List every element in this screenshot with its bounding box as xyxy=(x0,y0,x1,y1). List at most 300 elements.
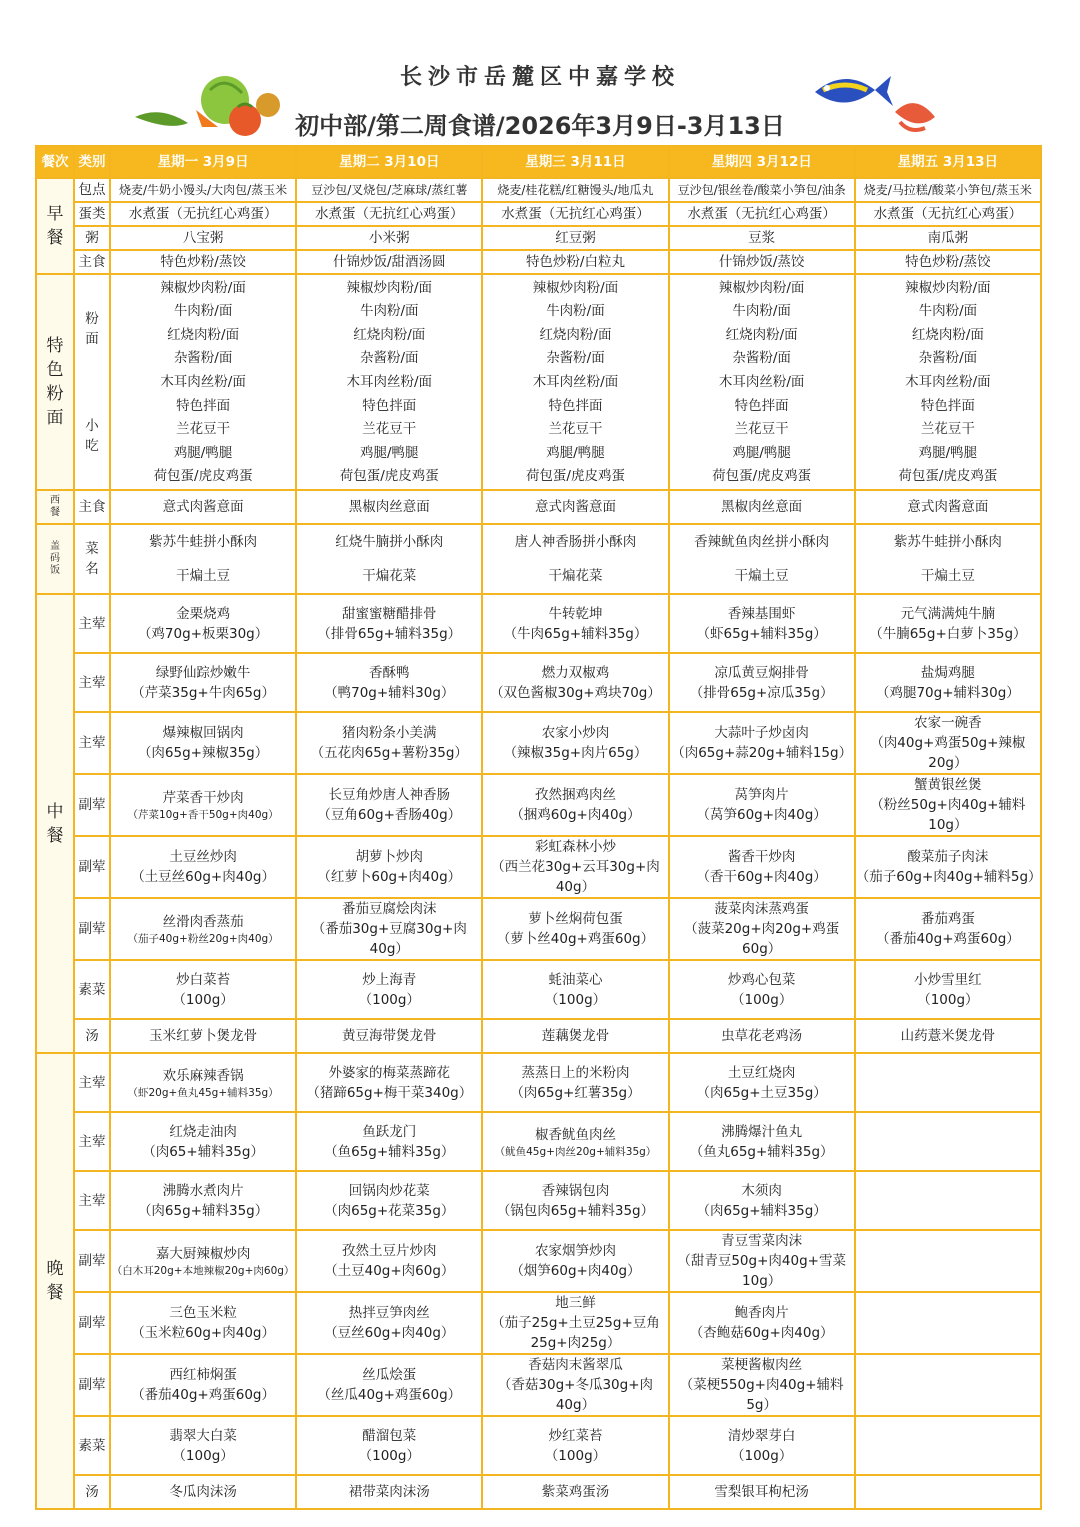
dish-name: 番茄豆腐烩肉沫 xyxy=(342,901,437,917)
lunch-cell-day-5 xyxy=(855,594,1041,653)
dinner-cell-day-5 xyxy=(855,1475,1041,1509)
lunch-cell-day-1 xyxy=(110,898,296,960)
dinner-cell-day-2 xyxy=(296,1230,482,1292)
dinner-row xyxy=(36,1230,1041,1292)
lunch-cell-day-2 xyxy=(296,594,482,653)
lunch-cell-day-3 xyxy=(482,712,668,774)
dish-detail: （茄子40g+粉丝20g+肉40g） xyxy=(127,933,279,945)
dish-detail: （牛肉65g+辅料35g） xyxy=(503,625,648,642)
dish-name: 青豆雪菜肉沫 xyxy=(721,1233,803,1249)
noodle-item: 鸡腿/鸭腿 xyxy=(173,444,233,461)
noodles-list xyxy=(856,276,1040,488)
category-label: 主荤 xyxy=(74,1112,110,1171)
table-header-row xyxy=(36,146,1041,178)
rice-bowl-item: 香辣鱿鱼肉丝拼小酥肉 xyxy=(694,534,830,550)
western-row xyxy=(36,490,1041,524)
lunch-cell-day-2 xyxy=(296,1019,482,1053)
lunch-cell-day-2 xyxy=(296,836,482,898)
lunch-row xyxy=(36,774,1041,836)
dish-detail: （肉65g+蒜20g+辅料15g） xyxy=(671,745,853,761)
rice-bowl-item: 干煸花菜 xyxy=(362,568,417,584)
dish-name: 炒红菜苔 xyxy=(548,1427,603,1444)
dish-name: 萝卜丝焖荷包蛋 xyxy=(528,911,623,927)
rice-bowl-list xyxy=(670,525,854,593)
dish-detail: （芹菜10g+香干50g+肉40g） xyxy=(127,809,279,821)
dinner-row xyxy=(36,1112,1041,1171)
noodles-list xyxy=(483,276,667,488)
lunch-row xyxy=(36,653,1041,712)
meal-label-lunch xyxy=(36,594,74,1053)
western-cell-day-5: 意式肉酱意面 xyxy=(855,490,1041,524)
breakfast-cell-day-5: 水煮蛋（无抗红心鸡蛋） xyxy=(855,202,1041,226)
dish-detail: （肉65g+辣椒35g） xyxy=(137,745,269,761)
category-label: 包点 xyxy=(74,178,110,202)
dish-name: 鱼跃龙门 xyxy=(362,1123,417,1140)
breakfast-cell-day-3: 烧麦/桂花糕/红糖馒头/地瓜丸 xyxy=(482,178,668,202)
dish-detail: （五花肉65g+薯粉35g） xyxy=(310,745,468,761)
dish-name: 酸菜茄子肉沫 xyxy=(907,849,989,865)
lunch-cell-day-4 xyxy=(669,774,855,836)
lunch-cell-day-5 xyxy=(855,653,1041,712)
dish-detail: （肉65g+红薯35g） xyxy=(510,1084,641,1101)
noodle-item: 鸡腿/鸭腿 xyxy=(546,444,605,461)
dish-name: 外婆家的梅菜蒸蹄花 xyxy=(328,1064,451,1081)
dinner-cell-day-4 xyxy=(669,1292,855,1354)
noodle-item: 杂酱粉/面 xyxy=(546,350,605,367)
page-header xyxy=(0,0,1080,145)
dish-name: 炒鸡心包菜 xyxy=(727,971,796,988)
category-snacks xyxy=(75,416,109,456)
category-label: 主荤 xyxy=(74,712,110,774)
noodles-list xyxy=(111,276,295,488)
dish-detail: （100g） xyxy=(544,1447,607,1464)
dish-detail: （锅包肉65g+辅料35g） xyxy=(496,1202,655,1219)
dinner-cell-day-2 xyxy=(296,1292,482,1354)
lunch-cell-day-5 xyxy=(855,898,1041,960)
lunch-cell-day-5 xyxy=(855,960,1041,1019)
dish-name: 蚝油菜心 xyxy=(548,971,603,988)
header-day-3: 星期三 3月11日 xyxy=(482,146,668,178)
noodle-item: 杂酱粉/面 xyxy=(732,350,791,367)
dish-name: 酱香干炒肉 xyxy=(727,849,796,865)
meal-label-dinner xyxy=(36,1053,74,1509)
dinner-row xyxy=(36,1475,1041,1509)
dinner-cell-day-1 xyxy=(110,1171,296,1230)
dish-name: 菜梗酱椒肉丝 xyxy=(721,1357,803,1373)
lunch-cell-day-5 xyxy=(855,774,1041,836)
dish-name: 凉瓜黄豆焖排骨 xyxy=(714,664,809,681)
noodle-item: 红烧肉粉/面 xyxy=(539,326,612,343)
header-day-2: 星期二 3月10日 xyxy=(296,146,482,178)
header-meal: 餐次 xyxy=(36,146,74,178)
noodle-item: 兰花豆干 xyxy=(362,421,417,438)
category-label: 主荤 xyxy=(74,594,110,653)
noodle-item: 辣椒炒肉粉/面 xyxy=(160,279,246,296)
category-label: 副荤 xyxy=(74,1230,110,1292)
dinner-cell-day-3 xyxy=(482,1416,668,1475)
lunch-cell-day-2 xyxy=(296,898,482,960)
noodle-item: 荷包蛋/虎皮鸡蛋 xyxy=(898,468,998,485)
lunch-cell-day-1 xyxy=(110,960,296,1019)
dish-name: 丝滑肉香蒸茄 xyxy=(162,914,244,930)
dish-name: 大蒜叶子炒卤肉 xyxy=(714,725,809,741)
dish-detail: （100g） xyxy=(730,1447,793,1464)
meal-label-breakfast xyxy=(36,178,74,274)
dish-name: 红烧走油肉 xyxy=(169,1123,237,1140)
lunch-cell-day-3 xyxy=(482,594,668,653)
noodles-cell-day-4 xyxy=(669,274,855,490)
lunch-row xyxy=(36,836,1041,898)
breakfast-row xyxy=(36,250,1041,274)
meal-label-rice-bowl-char: 饭 xyxy=(50,565,60,576)
meal-label-lunch-char: 餐 xyxy=(46,825,64,846)
dish-detail: （排骨65g+凉瓜35g） xyxy=(689,684,834,701)
noodle-item: 特色拌面 xyxy=(176,397,231,414)
dish-name: 香辣锅包肉 xyxy=(541,1182,610,1199)
meal-label-rice-bowl xyxy=(36,524,74,594)
dish-detail: （芹菜35g+牛肉65g） xyxy=(131,684,275,701)
category-label: 素菜 xyxy=(74,960,110,1019)
dish-name: 农家一碗香 xyxy=(914,715,982,731)
noodle-item: 牛肉粉/面 xyxy=(918,303,978,320)
category-char: 粉 xyxy=(85,310,99,327)
dish-name: 蒸蒸日上的米粉肉 xyxy=(521,1064,630,1081)
noodle-item: 红烧肉粉/面 xyxy=(167,326,240,343)
breakfast-cell-day-2: 什锦炒饭/甜酒汤圆 xyxy=(296,250,482,274)
meal-label-noodles-char: 粉 xyxy=(46,384,64,404)
dish-name: 盐焗鸡腿 xyxy=(920,664,975,681)
dish-name: 西红柿焖蛋 xyxy=(169,1367,237,1383)
breakfast-cell-day-1: 水煮蛋（无抗红心鸡蛋） xyxy=(110,202,296,226)
dinner-cell-day-2 xyxy=(296,1053,482,1112)
noodle-item: 杂酱粉/面 xyxy=(918,350,978,367)
dish-detail: （捆鸡60g+肉40g） xyxy=(510,807,641,823)
category-label: 粥 xyxy=(74,226,110,250)
noodle-item: 特色拌面 xyxy=(362,397,417,414)
dish-detail: （肉65g+辅料35g） xyxy=(137,1202,269,1219)
rice-bowl-row xyxy=(36,524,1041,594)
dish-name: 鲍香肉片 xyxy=(734,1305,789,1321)
breakfast-cell-day-4: 豆沙包/银丝卷/酸菜小笋包/油条 xyxy=(669,178,855,202)
noodle-item: 牛肉粉/面 xyxy=(546,303,605,320)
lunch-row xyxy=(36,594,1041,653)
lunch-cell-day-3 xyxy=(482,1019,668,1053)
dish-detail: （肉65g+花菜35g） xyxy=(324,1202,455,1219)
dish-name: 香酥鸭 xyxy=(369,664,410,681)
dish-name: 莲藕煲龙骨 xyxy=(541,1028,610,1044)
noodle-item: 木耳肉丝粉/面 xyxy=(718,373,805,390)
category-label xyxy=(74,274,110,490)
dish-name: 香菇肉末酱翠瓜 xyxy=(528,1357,623,1373)
dish-detail: （鸭70g+辅料30g） xyxy=(324,684,455,701)
category-label: 主荤 xyxy=(74,1053,110,1112)
category-label: 主食 xyxy=(74,490,110,524)
dinner-cell-day-4 xyxy=(669,1112,855,1171)
dish-detail: （100g） xyxy=(172,991,234,1008)
menu-table xyxy=(35,145,1042,1510)
meal-label-western-char: 餐 xyxy=(50,507,60,518)
category-label xyxy=(74,524,110,594)
meal-label-dinner-char: 晚 xyxy=(46,1259,64,1279)
noodle-item: 兰花豆干 xyxy=(176,421,231,438)
dish-detail: （玉米粒60g+肉40g） xyxy=(131,1325,275,1341)
dish-detail: （茄子60g+肉40g+辅料5g） xyxy=(855,869,1042,885)
dish-name: 农家烟笋炒肉 xyxy=(534,1243,616,1259)
dish-name: 虫草花老鸡汤 xyxy=(721,1028,803,1044)
lunch-cell-day-2 xyxy=(296,774,482,836)
category-label: 副荤 xyxy=(74,898,110,960)
dish-detail: （茄子25g+土豆25g+豆角25g+肉25g） xyxy=(491,1315,660,1351)
breakfast-cell-day-2: 水煮蛋（无抗红心鸡蛋） xyxy=(296,202,482,226)
western-cell-day-1: 意式肉酱意面 xyxy=(110,490,296,524)
dish-detail: （土豆40g+肉60g） xyxy=(324,1263,455,1279)
noodle-item: 辣椒炒肉粉/面 xyxy=(905,279,991,296)
category-char: 名 xyxy=(85,561,99,577)
dish-name: 翡翠大白菜 xyxy=(169,1427,237,1444)
dish-name: 炒白菜苔 xyxy=(176,971,231,988)
noodle-item: 兰花豆干 xyxy=(920,421,975,438)
category-char: 吃 xyxy=(85,437,99,454)
noodle-item: 红烧肉粉/面 xyxy=(725,326,798,343)
header-day-5: 星期五 3月13日 xyxy=(855,146,1041,178)
dish-name: 三色玉米粒 xyxy=(169,1305,237,1321)
dinner-row xyxy=(36,1416,1041,1475)
dish-detail: （白木耳20g+本地辣椒20g+肉60g） xyxy=(111,1265,295,1277)
rice-bowl-cell-day-3 xyxy=(482,524,668,594)
dish-name: 紫菜鸡蛋汤 xyxy=(541,1484,610,1500)
dinner-cell-day-3 xyxy=(482,1112,668,1171)
breakfast-cell-day-4: 豆浆 xyxy=(669,226,855,250)
header-day-4: 星期四 3月12日 xyxy=(669,146,855,178)
noodle-item: 兰花豆干 xyxy=(734,421,789,438)
lunch-row xyxy=(36,1019,1041,1053)
lunch-cell-day-4 xyxy=(669,594,855,653)
lunch-cell-day-1 xyxy=(110,653,296,712)
noodles-cell-day-5 xyxy=(855,274,1041,490)
lunch-cell-day-2 xyxy=(296,960,482,1019)
meal-label-noodles-char: 面 xyxy=(46,408,64,428)
dish-detail: （虾20g+鱼丸45g+辅料35g） xyxy=(127,1086,279,1099)
dinner-cell-day-3 xyxy=(482,1475,668,1509)
dish-detail: （鱼65g+辅料35g） xyxy=(324,1143,455,1160)
dinner-cell-day-1 xyxy=(110,1475,296,1509)
dish-detail: （鸡腿70g+辅料30g） xyxy=(875,684,1020,701)
dinner-cell-day-2 xyxy=(296,1112,482,1171)
dish-name: 元气满满炖牛腩 xyxy=(900,605,996,622)
dinner-cell-day-2 xyxy=(296,1416,482,1475)
header-category: 类别 xyxy=(74,146,110,178)
dish-name: 香辣基围虾 xyxy=(727,605,796,622)
dish-name: 农家小炒肉 xyxy=(541,725,610,741)
dish-detail: （鸡70g+板栗30g） xyxy=(137,625,269,642)
noodle-item: 木耳肉丝粉/面 xyxy=(905,373,991,390)
dinner-cell-day-4 xyxy=(669,1354,855,1416)
lunch-cell-day-1 xyxy=(110,774,296,836)
breakfast-cell-day-2: 小米粥 xyxy=(296,226,482,250)
lunch-cell-day-5 xyxy=(855,712,1041,774)
dinner-row xyxy=(36,1292,1041,1354)
noodle-item: 木耳肉丝粉/面 xyxy=(160,373,246,390)
category-char: 小 xyxy=(85,417,99,434)
dish-name: 甜蜜蜜糖醋排骨 xyxy=(342,605,437,622)
dinner-cell-day-1 xyxy=(110,1354,296,1416)
dish-name: 雪梨银耳枸杞汤 xyxy=(714,1484,809,1500)
dinner-cell-day-5 xyxy=(855,1230,1041,1292)
dish-name: 木须肉 xyxy=(741,1182,782,1199)
dinner-cell-day-4 xyxy=(669,1416,855,1475)
dish-detail: （豆角60g+香肠40g） xyxy=(317,807,462,823)
dinner-cell-day-1 xyxy=(110,1416,296,1475)
meal-label-western xyxy=(36,490,74,524)
dinner-cell-day-5 xyxy=(855,1354,1041,1416)
rice-bowl-item: 红烧牛腩拼小酥肉 xyxy=(335,534,444,550)
dinner-cell-day-5 xyxy=(855,1416,1041,1475)
dish-detail: （红萝卜60g+肉40g） xyxy=(317,869,462,885)
meal-label-western-char: 西 xyxy=(50,495,60,506)
category-label: 主荤 xyxy=(74,1171,110,1230)
breakfast-row xyxy=(36,178,1041,202)
category-stack xyxy=(75,275,109,489)
meal-label-noodles-char: 色 xyxy=(46,360,64,380)
dish-detail: （香干60g+肉40g） xyxy=(696,869,827,885)
lunch-cell-day-1 xyxy=(110,594,296,653)
rice-bowl-item: 干煸花菜 xyxy=(548,568,603,584)
rice-bowl-item: 干煸土豆 xyxy=(920,568,975,584)
dish-detail: （肉65+辅料35g） xyxy=(142,1143,264,1160)
dish-detail: （100g） xyxy=(544,991,607,1008)
rice-bowl-cell-day-5 xyxy=(855,524,1041,594)
noodle-item: 牛肉粉/面 xyxy=(732,303,791,320)
noodle-item: 鸡腿/鸭腿 xyxy=(732,444,791,461)
dinner-cell-day-2 xyxy=(296,1171,482,1230)
dish-detail: （菜梗550g+肉40g+辅料5g） xyxy=(679,1377,844,1413)
dish-name: 玉米红萝卜煲龙骨 xyxy=(149,1028,258,1044)
menu-title: 初中部/第二周食谱/2026年3月9日-3月13日 xyxy=(295,112,785,140)
dish-name: 小炒雪里红 xyxy=(914,971,982,988)
dish-name: 地三鲜 xyxy=(555,1295,596,1311)
noodle-item: 木耳肉丝粉/面 xyxy=(346,373,433,390)
dish-name: 爆辣椒回锅肉 xyxy=(162,725,244,741)
dinner-cell-day-2 xyxy=(296,1475,482,1509)
dinner-cell-day-4 xyxy=(669,1475,855,1509)
dish-detail: （杏鲍菇60g+肉40g） xyxy=(689,1325,834,1341)
dish-name: 莴笋肉片 xyxy=(734,787,789,803)
dish-detail: （西兰花30g+云耳30g+肉40g） xyxy=(491,859,660,895)
noodle-item: 特色拌面 xyxy=(548,397,603,414)
dish-detail: （100g） xyxy=(172,1447,234,1464)
lunch-cell-day-3 xyxy=(482,836,668,898)
rice-bowl-cell-day-4 xyxy=(669,524,855,594)
meal-label-breakfast-char: 餐 xyxy=(46,228,64,248)
western-cell-day-2: 黑椒肉丝意面 xyxy=(296,490,482,524)
breakfast-cell-day-5: 烧麦/马拉糕/酸菜小笋包/蒸玉米 xyxy=(855,178,1041,202)
category-label: 副荤 xyxy=(74,1292,110,1354)
western-cell-day-4: 黑椒肉丝意面 xyxy=(669,490,855,524)
dish-name: 孜然捆鸡肉丝 xyxy=(534,787,616,803)
noodle-item: 兰花豆干 xyxy=(548,421,603,438)
noodle-item: 辣椒炒肉粉/面 xyxy=(718,279,805,296)
noodles-list xyxy=(297,276,481,488)
noodle-item: 荷包蛋/虎皮鸡蛋 xyxy=(153,468,253,485)
dish-detail: （鱼丸65g+辅料35g） xyxy=(689,1143,834,1160)
noodle-item: 荷包蛋/虎皮鸡蛋 xyxy=(339,468,439,485)
dish-name: 山药薏米煲龙骨 xyxy=(900,1028,996,1044)
dish-name: 醋溜包菜 xyxy=(362,1427,417,1444)
dish-detail: （土豆丝60g+肉40g） xyxy=(131,869,275,885)
fish-shrimp-illustration xyxy=(805,62,945,142)
noodles-cell-day-3 xyxy=(482,274,668,490)
dish-detail: （肉65g+土豆35g） xyxy=(696,1084,827,1101)
category-char: 面 xyxy=(85,330,99,347)
lunch-row xyxy=(36,898,1041,960)
breakfast-cell-day-5: 特色炒粉/蒸饺 xyxy=(855,250,1041,274)
dish-name: 彩虹森林小炒 xyxy=(534,839,616,855)
lunch-cell-day-4 xyxy=(669,653,855,712)
category-label: 素菜 xyxy=(74,1416,110,1475)
dish-name: 回锅肉炒花菜 xyxy=(348,1182,430,1199)
dish-name: 冬瓜肉沫汤 xyxy=(169,1484,237,1500)
dish-name: 猪肉粉条小美满 xyxy=(342,725,437,741)
meal-label-lunch-char: 中 xyxy=(46,801,64,822)
noodle-item: 木耳肉丝粉/面 xyxy=(532,373,619,390)
dish-detail: （番茄40g+鸡蛋60g） xyxy=(875,931,1020,947)
noodle-item: 杂酱粉/面 xyxy=(173,350,233,367)
dish-name: 黄豆海带煲龙骨 xyxy=(342,1028,437,1044)
dish-name: 椒香鱿鱼肉丝 xyxy=(534,1126,616,1143)
noodle-item: 鸡腿/鸭腿 xyxy=(360,444,419,461)
rice-bowl-item: 唐人神香肠拼小酥肉 xyxy=(514,534,637,550)
lunch-row xyxy=(36,960,1041,1019)
dish-detail: （鱿鱼45g+肉丝20g+辅料35g） xyxy=(494,1145,657,1158)
dish-detail: （番茄40g+鸡蛋60g） xyxy=(131,1387,275,1403)
dish-name: 孜然土豆片炒肉 xyxy=(342,1243,437,1259)
dinner-cell-day-4 xyxy=(669,1053,855,1112)
dish-detail: （肉40g+鸡蛋50g+辣椒20g） xyxy=(870,735,1026,771)
dish-name: 土豆丝炒肉 xyxy=(169,849,237,865)
dinner-cell-day-5 xyxy=(855,1053,1041,1112)
noodle-item: 荷包蛋/虎皮鸡蛋 xyxy=(712,468,812,485)
dish-name: 蟹黄银丝煲 xyxy=(914,777,982,793)
dish-name: 沸腾水煮肉片 xyxy=(162,1182,244,1199)
category-label: 副荤 xyxy=(74,774,110,836)
dinner-cell-day-1 xyxy=(110,1292,296,1354)
category-label: 主荤 xyxy=(74,653,110,712)
lunch-cell-day-5 xyxy=(855,1019,1041,1053)
dish-name: 欢乐麻辣香锅 xyxy=(162,1067,244,1084)
dish-detail: （菠菜20g+肉20g+鸡蛋60g） xyxy=(684,921,840,957)
lunch-cell-day-4 xyxy=(669,712,855,774)
dish-name: 绿野仙踪炒嫩牛 xyxy=(155,664,251,681)
category-noodles xyxy=(75,309,109,349)
dish-detail: （牛腩65g+白萝卜35g） xyxy=(869,625,1027,642)
dish-name: 金栗烧鸡 xyxy=(176,605,231,622)
lunch-cell-day-1 xyxy=(110,1019,296,1053)
category-label: 蛋类 xyxy=(74,202,110,226)
category-label: 主食 xyxy=(74,250,110,274)
dish-detail: （香菇30g+冬瓜30g+肉40g） xyxy=(497,1377,654,1413)
dish-name: 嘉大厨辣椒炒肉 xyxy=(155,1246,251,1262)
breakfast-cell-day-1: 特色炒粉/蒸饺 xyxy=(110,250,296,274)
noodle-item: 红烧肉粉/面 xyxy=(353,326,426,343)
rice-bowl-item: 紫苏牛蛙拼小酥肉 xyxy=(893,534,1002,550)
lunch-cell-day-3 xyxy=(482,898,668,960)
noodle-item: 辣椒炒肉粉/面 xyxy=(346,279,433,296)
noodle-item: 红烧肉粉/面 xyxy=(911,326,984,343)
meal-label-rice-bowl-char: 码 xyxy=(50,553,60,564)
noodles-cell-day-2 xyxy=(296,274,482,490)
dinner-cell-day-5 xyxy=(855,1171,1041,1230)
noodle-item: 鸡腿/鸭腿 xyxy=(918,444,978,461)
